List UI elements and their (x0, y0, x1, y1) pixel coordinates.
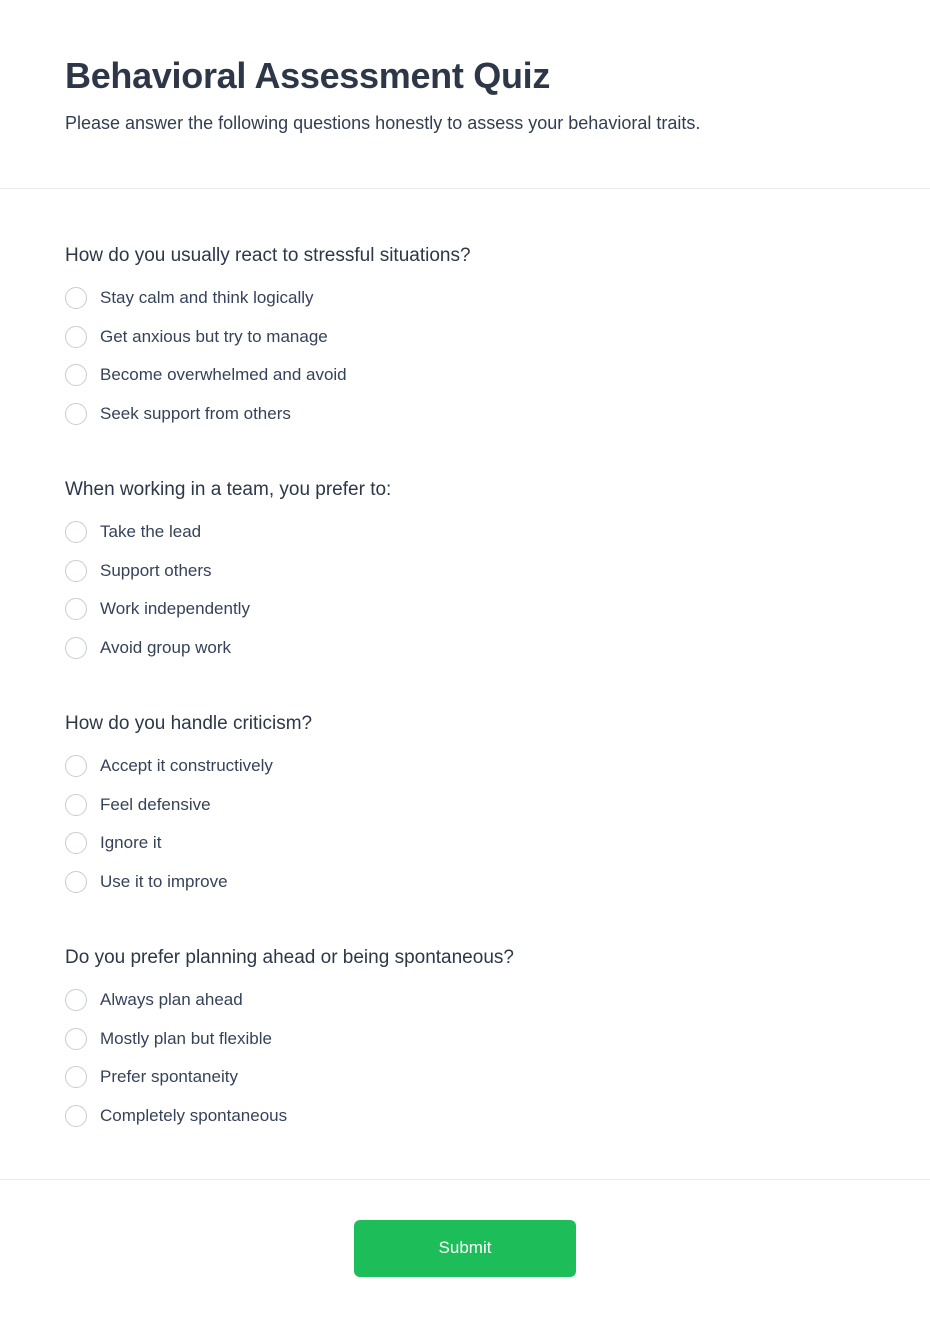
page-title: Behavioral Assessment Quiz (65, 55, 551, 96)
radio-button[interactable] (65, 832, 87, 854)
option-row[interactable] (65, 279, 865, 318)
radio-button[interactable] (65, 871, 87, 893)
question-label: When working in a team, you prefer to: (65, 478, 392, 500)
question-label: How do you handle criticism? (65, 712, 313, 734)
question-block-2 (65, 477, 865, 667)
radio-button[interactable] (65, 1028, 87, 1050)
option-label: Use it to improve (100, 871, 228, 891)
option-label: Completely spontaneous (100, 1105, 288, 1125)
option-label: Ignore it (100, 833, 162, 853)
question-block-4 (65, 945, 865, 1135)
option-row[interactable] (65, 551, 865, 590)
radio-button[interactable] (65, 989, 87, 1011)
option-label: Work independently (100, 599, 250, 619)
option-row[interactable] (65, 981, 865, 1020)
form-footer (0, 1180, 930, 1328)
radio-button[interactable] (65, 598, 87, 620)
option-label: Seek support from others (100, 403, 291, 423)
question-block-1 (65, 243, 865, 433)
page-subtitle: Please answer the following questions honestly to assess your behavioral traits. (65, 113, 701, 134)
option-row[interactable] (65, 747, 865, 786)
quiz-form (0, 189, 930, 1135)
radio-button[interactable] (65, 794, 87, 816)
option-row[interactable] (65, 1058, 865, 1097)
option-label: Mostly plan but flexible (100, 1028, 272, 1048)
radio-button[interactable] (65, 1105, 87, 1127)
option-row[interactable] (65, 1096, 865, 1135)
option-row[interactable] (65, 1019, 865, 1058)
quiz-header (0, 0, 930, 135)
option-label: Avoid group work (100, 637, 232, 657)
option-label: Stay calm and think logically (100, 288, 314, 308)
radio-button[interactable] (65, 287, 87, 309)
option-row[interactable] (65, 394, 865, 433)
option-label: Always plan ahead (100, 990, 243, 1010)
option-label: Support others (100, 560, 212, 580)
option-row[interactable] (65, 628, 865, 667)
submit-button[interactable]: Submit (354, 1220, 576, 1277)
option-row[interactable] (65, 862, 865, 901)
option-label: Get anxious but try to manage (100, 326, 328, 346)
option-row[interactable] (65, 590, 865, 629)
option-row[interactable] (65, 785, 865, 824)
option-label: Take the lead (100, 522, 202, 542)
question-label: Do you prefer planning ahead or being spontaneous? (65, 946, 514, 968)
option-label: Accept it constructively (100, 756, 273, 776)
option-label: Become overwhelmed and avoid (100, 365, 347, 385)
question-block-3 (65, 711, 865, 901)
radio-button[interactable] (65, 521, 87, 543)
radio-button[interactable] (65, 364, 87, 386)
radio-button[interactable] (65, 637, 87, 659)
radio-button[interactable] (65, 403, 87, 425)
radio-button[interactable] (65, 1066, 87, 1088)
option-row[interactable] (65, 513, 865, 552)
question-label: How do you usually react to stressful situations? (65, 244, 471, 266)
option-label: Prefer spontaneity (100, 1067, 238, 1087)
radio-button[interactable] (65, 560, 87, 582)
option-row[interactable] (65, 356, 865, 395)
option-row[interactable] (65, 824, 865, 863)
radio-button[interactable] (65, 326, 87, 348)
radio-button[interactable] (65, 755, 87, 777)
option-row[interactable] (65, 317, 865, 356)
option-label: Feel defensive (100, 794, 211, 814)
